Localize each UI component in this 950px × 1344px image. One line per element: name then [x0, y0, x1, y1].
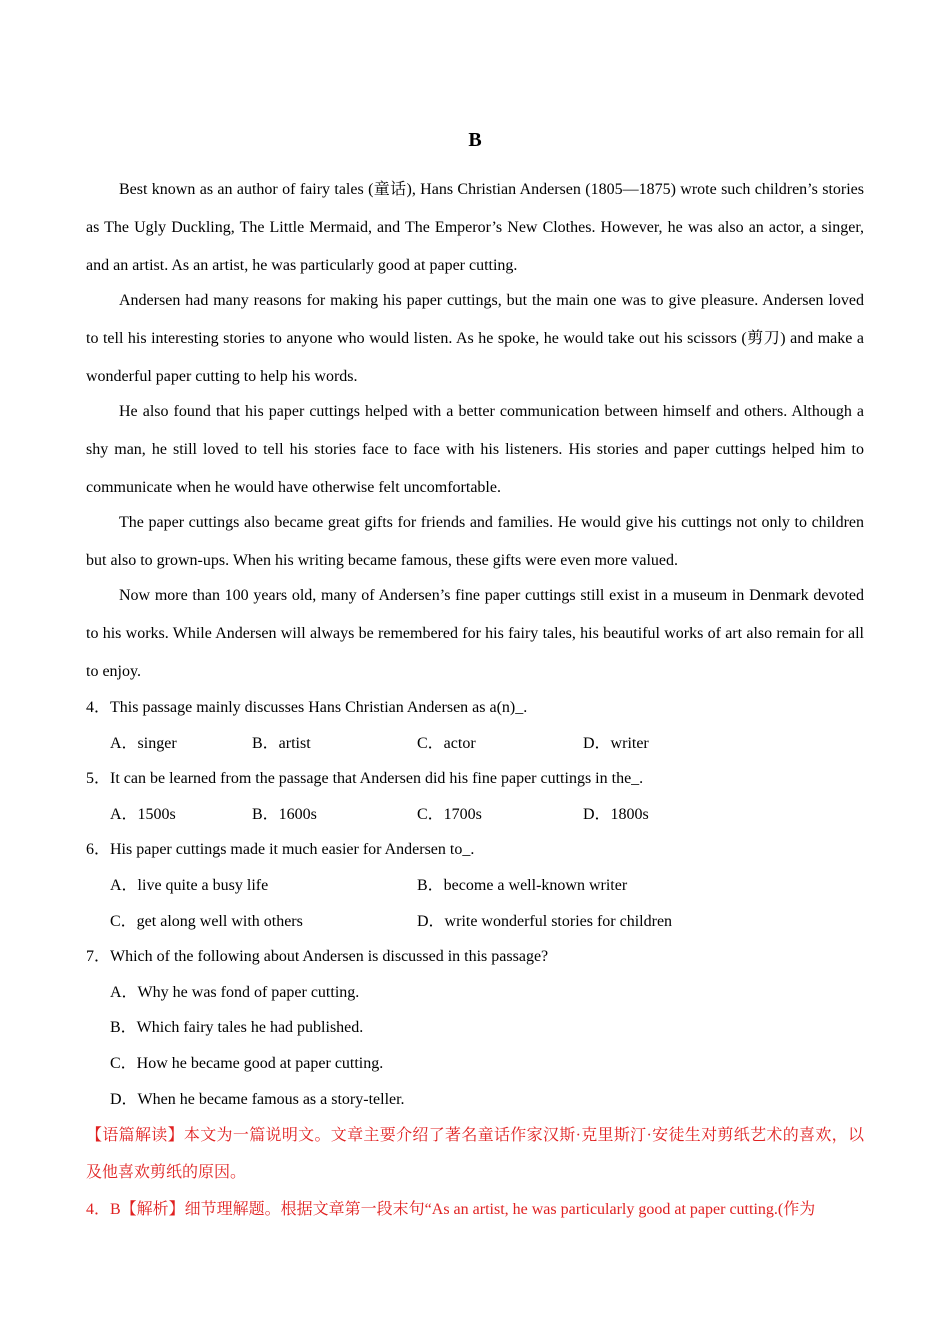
- reading-passage: [86, 171, 864, 691]
- question-6-option-d: D．write wonderful stories for children: [417, 912, 673, 930]
- question-5-option-a: A．1500s: [110, 805, 176, 823]
- question-5-option-c: C．1700s: [417, 805, 482, 823]
- question-5-option-b: B．1600s: [252, 805, 317, 823]
- passage-paragraph-5: Now more than 100 years old, many of Andersen’s fine paper cuttings still exist in a museum in Denmark devoted to his works. While Andersen will always be remembered for his fairy tales, his beautiful works of art also remain for all to enjoy.: [86, 587, 864, 680]
- question-7-options-row-c: [86, 1046, 864, 1082]
- question-5-option-d: D．1800s: [583, 805, 649, 823]
- question-4-option-b: B．artist: [252, 734, 311, 752]
- question-6-stem: 6．His paper cuttings made it much easier for Andersen to_.: [86, 841, 475, 859]
- passage-paragraph-1: Best known as an author of fairy tales (童话), Hans Christian Andersen (1805—1875) wrote such children’s stories as The Ugly Duckling, The Little Mermaid, and The Emperor’s New Clothes. However, he was also an actor, a singer, and an artist. As an artist, he was particularly good at paper cutting.: [86, 181, 864, 274]
- question-7-option-a: A．Why he was fond of paper cutting.: [110, 983, 360, 1001]
- question-6-option-c: C．get along well with others: [110, 912, 303, 930]
- question-4-option-d: D．writer: [583, 734, 649, 752]
- passage-paragraph-2: Andersen had many reasons for making his paper cuttings, but the main one was to give pleasure. Andersen loved to tell his interesting stories to anyone who would listen. As he spoke, he would take out his scissors (剪刀) and make a wonderful paper cutting to help his words.: [86, 292, 864, 385]
- question-7-options-row-d: [86, 1082, 864, 1118]
- question-4-stem: 4．This passage mainly discusses Hans Christian Andersen as a(n)_.: [86, 699, 528, 716]
- question-6-options-row-2: [86, 904, 864, 940]
- question-5-options: [86, 797, 864, 833]
- question-7-option-c: C．How he became good at paper cutting.: [110, 1054, 384, 1072]
- question-4-explanation: 4．B【解析】细节理解题。根据文章第一段末句“As an artist, he was particularly good at paper cutting.(作为: [86, 1201, 816, 1218]
- question-6-option-a: A．live quite a busy life: [110, 876, 269, 894]
- question-7-option-b: B．Which fairy tales he had published.: [110, 1019, 364, 1037]
- question-7-option-d: D．When he became famous as a story-teller.: [110, 1090, 405, 1108]
- question-7-options-row-a: [86, 975, 864, 1011]
- question-7-stem: 7．Which of the following about Andersen is discussed in this passage?: [86, 948, 549, 966]
- passage-paragraph-4: The paper cuttings also became great gifts for friends and families. He would give his cuttings not only to children but also to grown-ups. When his writing became famous, these gifts were even more valued.: [86, 514, 864, 569]
- question-6-options-row-1: [86, 868, 864, 904]
- section-title: B: [468, 129, 482, 151]
- question-4-options: [86, 726, 864, 762]
- question-5-stem: 5．It can be learned from the passage that Andersen did his fine paper cuttings in the_.: [86, 770, 644, 788]
- passage-overview: 【语篇解读】本文为一篇说明文。文章主要介绍了著名童话作家汉斯·克里斯汀·安徒生对剪纸艺术的喜欢，以及他喜欢剪纸的原因。: [86, 1127, 864, 1181]
- question-7-options-row-b: [86, 1010, 864, 1046]
- answer-analysis: [86, 1117, 864, 1228]
- passage-paragraph-3: He also found that his paper cuttings helped with a better communication between himself and others. Although a shy man, he still loved to tell his stories face to face with his listeners. His stories and paper cuttings helped him to communicate when he would have otherwise felt uncomfortable.: [86, 403, 864, 496]
- question-list: [86, 690, 864, 1117]
- question-4-option-c: C．actor: [417, 734, 476, 752]
- question-6-option-b: B．become a well-known writer: [417, 876, 628, 894]
- question-4-option-a: A．singer: [110, 734, 177, 752]
